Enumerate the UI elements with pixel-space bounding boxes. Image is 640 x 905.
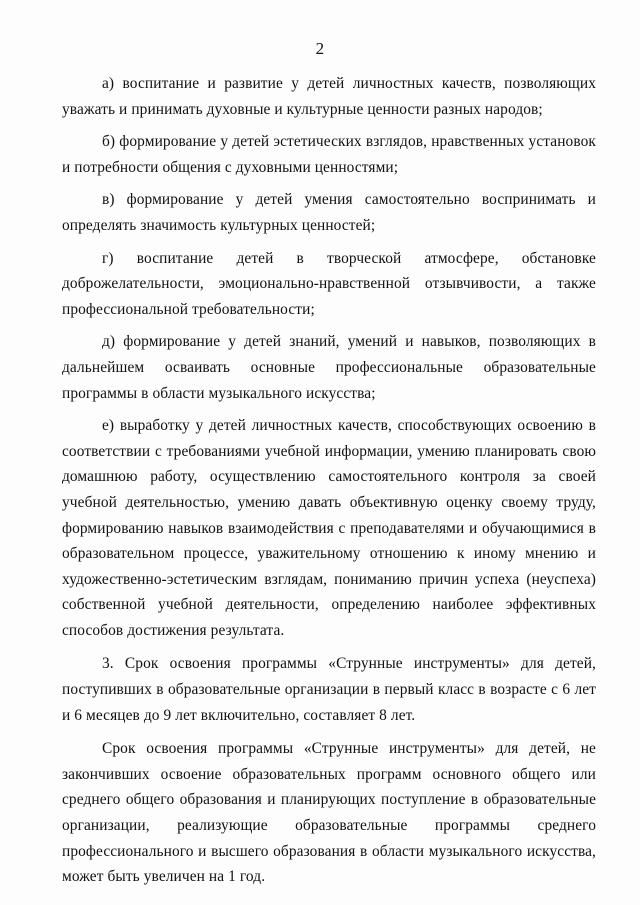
paragraph-c: в) формирование у детей умения самостоятельно воспринимать и определять значимость культурных ценностей;: [62, 191, 596, 234]
page-number: 2: [315, 39, 325, 58]
document-body: [62, 71, 596, 897]
paragraph-f: е) выработку у детей личностных качеств, способствующих освоению в соответствии с требованиями учебной информации, умению планировать свою домашнюю работу, осуществлению самостоятельного контроля за своей учебной деятельностью, умению давать объективную оценку своему труду, формированию навыков взаимодействия с преподавателями и обучающимися в образовательном процессе, уважительному отношению к иному мнению и художественно-эстетическим взглядам, пониманию причин успеха (неуспеха) собственной учебной деятельности, определению наиболее эффективных способов достижения результата.: [62, 417, 596, 639]
paragraph-e: д) формирование у детей знаний, умений и навыков, позволяющих в дальнейшем осваивать основные профессиональные образовательные программы в области музыкального искусства;: [62, 333, 596, 402]
paragraph-a: а) воспитание и развитие у детей личностных качеств, позволяющих уважать и принимать духовные и культурные ценности разных народов;: [62, 75, 596, 118]
paragraph-term-extension: Срок освоения программы «Струнные инструменты» для детей, не закончивших освоение образовательных программ основного общего или среднего общего образования и планирующих поступление в образовательные организации, реализующие образовательные программы среднего профессионального и высшего образования в области музыкального искусства, может быть увеличен на 1 год.: [62, 740, 596, 886]
paragraph-d: г) воспитание детей в творческой атмосфере, обстановке доброжелательности, эмоционально-нравственной отзывчивости, а также профессиональной требовательности;: [62, 249, 596, 318]
paragraph-term-8-years: 3. Срок освоения программы «Струнные инструменты» для детей, поступивших в образовательные организации в первый класс в возрасте с 6 лет и 6 месяцев до 9 лет включительно, составляет 8 лет.: [62, 655, 596, 724]
paragraph-b: б) формирование у детей эстетических взглядов, нравственных установок и потребности общения с духовными ценностями;: [62, 133, 596, 176]
